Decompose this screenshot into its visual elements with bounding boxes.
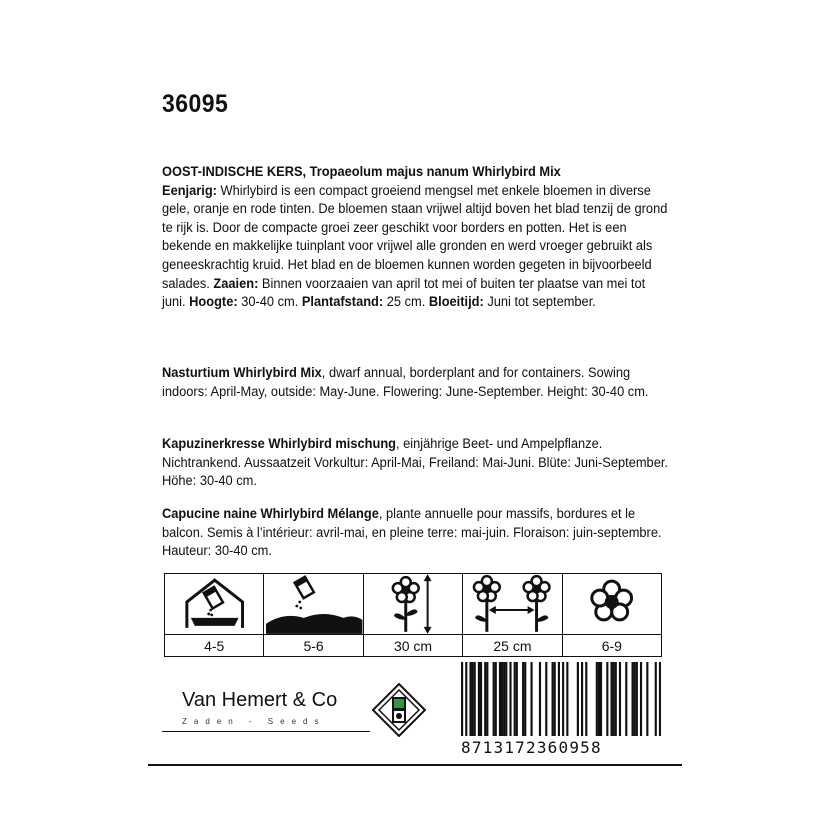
barcode-bar xyxy=(554,662,556,736)
bottom-divider xyxy=(148,764,682,766)
barcode-bar xyxy=(596,662,598,736)
barcode-bar xyxy=(472,662,474,736)
barcode-bar xyxy=(469,662,471,736)
barcode-bar xyxy=(461,662,463,736)
barcode-bar xyxy=(646,662,648,736)
indoor-sowing-cell xyxy=(165,574,264,656)
barcode-bar xyxy=(558,662,560,736)
barcode-bar xyxy=(509,662,511,736)
german-name: Kapuzinerkresse Whirlybird mischung xyxy=(162,436,397,452)
barcode-bar xyxy=(610,662,612,736)
plant-height-value: 30 cm xyxy=(393,637,433,654)
outdoor-sowing-months: 5-6 xyxy=(303,637,324,654)
indoor-sowing-months: 4-5 xyxy=(204,637,225,654)
bloom-label: Bloeitijd: xyxy=(428,294,484,311)
flowering-months: 6-9 xyxy=(601,637,622,654)
barcode-bar xyxy=(632,662,634,736)
height-label: Hoogte: xyxy=(189,294,238,311)
barcode-bar xyxy=(615,662,617,736)
english-name: Nasturtium Whirlybird Mix xyxy=(162,365,322,381)
barcode-bar xyxy=(545,662,547,736)
plant-spacing-cell xyxy=(463,574,562,656)
plant-spacing-icon xyxy=(463,574,561,635)
spacing-label: Plantafstand: xyxy=(301,294,384,311)
brand-slogan: Zaden - Seeds xyxy=(182,717,326,726)
barcode-bar xyxy=(655,662,657,736)
article-number: 36095 xyxy=(162,90,229,118)
barcode-bar xyxy=(530,662,532,736)
barcode-bar xyxy=(484,662,486,736)
spacing-text: 25 cm. xyxy=(383,294,429,311)
barcode-bar xyxy=(585,662,587,736)
barcode-bar xyxy=(478,662,480,736)
bloom-text: Juni tot september. xyxy=(483,294,596,311)
brand-logo xyxy=(162,689,370,732)
french-description xyxy=(162,505,669,561)
french-name: Capucine naine Whirlybird Mélange xyxy=(162,506,379,522)
sow-text: Binnen voorzaaien van april tot mei of buiten ter plaatse van mei tot juni. xyxy=(162,275,646,311)
barcode-bar xyxy=(505,662,507,736)
barcode-bar xyxy=(493,662,495,736)
barcode-bar xyxy=(503,662,505,736)
barcode-bar xyxy=(474,662,476,736)
plant-height-icon xyxy=(364,574,462,635)
barcode-bar xyxy=(659,662,661,736)
barcode-bar xyxy=(636,662,638,736)
french-text: , plante annuelle pour massifs, bordures et le balcon. Semis à l’intérieur: avril-mai, en pleine terre: mai-juin. Floraison: juin-septembre. Hauteur: 30-40 cm. xyxy=(162,506,662,560)
barcode-bar xyxy=(465,662,467,736)
outdoor-sowing-icon xyxy=(264,574,362,635)
german-description xyxy=(162,435,669,491)
dutch-body: Whirlybird is een compact groeiend mengsel met enkele bloemen in diverse gele, oranje en rode tinten. De bloemen staan vrijwel altijd boven het blad tenzij de grond te rijk is. Door de compacte groei zeer geschikt voor borders en potten. Het is een bekende en makkelijke tuinplant voor vrijwel alle gronden en werd vroeger gebruikt als geneeskrachtig kruid. Het blad en de bloemen kunnen worden gegeten in bijvoorbeeld salades. xyxy=(162,182,668,292)
certification-seal-icon xyxy=(372,683,426,737)
barcode xyxy=(461,662,661,742)
barcode-bar xyxy=(625,662,627,736)
barcode-bar xyxy=(516,662,518,736)
barcode-bar xyxy=(577,662,579,736)
barcode-bar xyxy=(499,662,501,736)
dutch-description xyxy=(162,163,669,312)
barcode-bar xyxy=(598,662,600,736)
flowering-cell xyxy=(563,574,661,656)
barcode-bar xyxy=(501,662,503,736)
dutch-lead: Eenjarig: xyxy=(162,182,217,199)
barcode-bar xyxy=(634,662,636,736)
german-text: , einjährige Beet- und Ampelpflanze. Nichtrankend. Aussaatzeit Vorkultur: April-Mai, Freiland: Mai-Juni. Blüte: Juni-September. Höhe: 30-40 cm. xyxy=(162,436,668,490)
height-text: 30-40 cm. xyxy=(237,294,302,311)
outdoor-sowing-cell xyxy=(264,574,363,656)
barcode-bar xyxy=(613,662,615,736)
barcode-bar xyxy=(566,662,568,736)
barcode-bar xyxy=(562,662,564,736)
dutch-title: OOST-INDISCHE KERS, Tropaeolum majus nanum Whirlybird Mix xyxy=(162,164,561,180)
english-description xyxy=(162,364,669,401)
barcode-bar xyxy=(522,662,524,736)
barcode-bar xyxy=(486,662,488,736)
english-text: , dwarf annual, borderplant and for containers. Sowing indoors: April-May, outside: May-June. Flowering: June-September. Height: 30-40 cm. xyxy=(162,365,649,400)
barcode-bar xyxy=(539,662,541,736)
barcode-bar xyxy=(619,662,621,736)
barcode-bar xyxy=(600,662,602,736)
barcode-bar xyxy=(606,662,608,736)
barcode-bar xyxy=(495,662,497,736)
flowering-icon xyxy=(563,574,661,635)
barcode-bar xyxy=(524,662,526,736)
sow-label: Zaaien: xyxy=(213,275,259,292)
barcode-digits: 8713172360958 xyxy=(461,738,602,757)
indoor-sowing-icon xyxy=(165,574,263,635)
barcode-bar xyxy=(640,662,642,736)
barcode-bar xyxy=(552,662,554,736)
sowing-info-table xyxy=(164,573,662,657)
barcode-bar xyxy=(480,662,482,736)
barcode-bar xyxy=(581,662,583,736)
plant-height-cell xyxy=(364,574,463,656)
plant-spacing-value: 25 cm xyxy=(493,637,532,654)
barcode-bar xyxy=(514,662,516,736)
brand-name: Van Hemert & Co xyxy=(182,689,338,711)
